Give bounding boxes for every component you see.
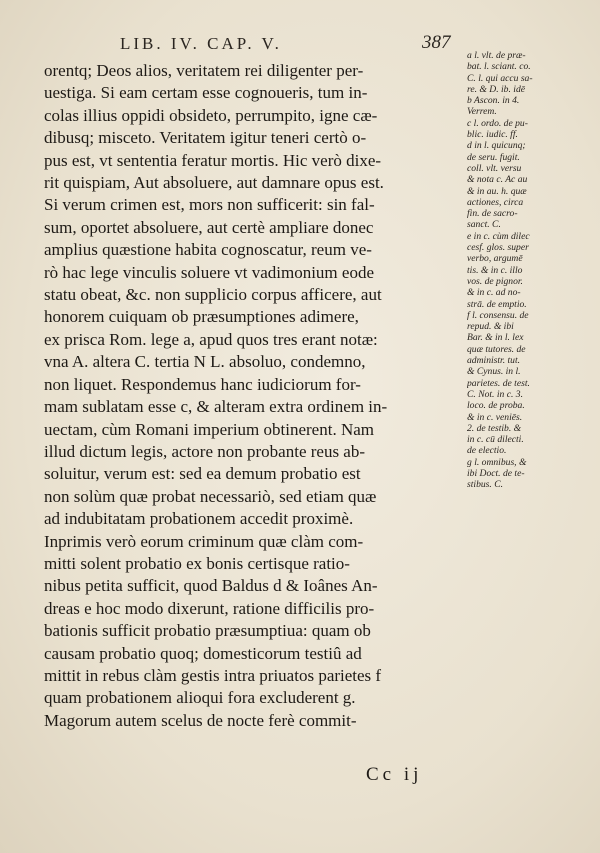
margin-note-line: & nota c. Ac au: [467, 174, 528, 186]
page-number: 387: [422, 32, 451, 53]
margin-note-line: C. Not. in c. 3.: [467, 388, 523, 400]
text-line: Inprimis verò eorum criminum quæ clàm com-: [44, 531, 364, 551]
margin-note-line: strā. de emptio.: [467, 298, 527, 310]
text-line: rò hac lege vinculis soluere vt vadimonium eode: [44, 262, 374, 282]
margin-note-line: Bar. & in l. lex: [467, 332, 524, 344]
margin-note-line: blic. iudic. ff.: [467, 129, 518, 141]
margin-note-line: b Ascon. in 4.: [467, 95, 520, 107]
text-line: causam probatio quoq; domesticorum testiû ad: [44, 643, 362, 663]
text-line: Magorum autem scelus de nocte ferè commit-: [44, 710, 357, 730]
margin-note-line: e in c. cùm dilec: [467, 230, 530, 242]
margin-note-line: cesf. glos. super: [467, 242, 529, 254]
text-line: ad indubitatam probationem accedit proximè.: [44, 509, 354, 529]
margin-note-line: 2. de testib. &: [467, 422, 522, 434]
text-line: mam sublatam esse c, & alteram extra ordinem in-: [44, 397, 388, 417]
marginal-notes: [467, 50, 595, 491]
text-line: bationis sufficit probatio præsumptiua: quam ob: [44, 621, 371, 641]
margin-note-line: c l. ordo. de pu-: [467, 117, 528, 129]
margin-note-line: & in au. h. quæ: [467, 185, 527, 197]
text-line: soluitur, verum est: sed ea demum probatio est: [44, 464, 361, 484]
margin-note-line: fin. de sacro-: [467, 208, 518, 220]
margin-note-line: & Cynus. in l.: [467, 366, 521, 378]
margin-note-line: sanct. C.: [467, 219, 501, 231]
text-line: pus est, vt sententia feratur mortis. Hic verò dixe-: [44, 150, 382, 170]
margin-note-line: parietes. de test.: [467, 377, 530, 389]
margin-note-line: g l. omnibus, &: [467, 456, 527, 468]
text-line: colas illius oppidi obsideto, perrumpito, igne cæ-: [44, 105, 378, 125]
text-line: non solùm quæ probat necessariò, sed etiam quæ: [44, 486, 377, 506]
text-line: sum, oportet absoluere, aut certè ampliare donec: [44, 217, 374, 237]
text-line: non liquet. Respondemus hanc iudiciorum for-: [44, 374, 361, 394]
margin-note-line: bat. l. sciant. co.: [467, 61, 531, 73]
text-line: nibus petita sufficit, quod Baldus d & Ioânes An-: [44, 576, 378, 596]
margin-note-line: C. l. qui accu sa-: [467, 72, 533, 84]
margin-note-line: de seru. fugit.: [467, 151, 520, 163]
margin-note-line: d in l. quicunq;: [467, 140, 526, 152]
text-line: ex prisca Rom. lege a, apud quos tres erant notæ:: [44, 329, 378, 349]
text-line: dreas e hoc modo dixerunt, ratione difficilis pro-: [44, 598, 375, 618]
text-line: honorem cuiquam ob præsumptiones adimere,: [44, 307, 359, 327]
text-line: Si verum crimen est, mors non sufficerit: sin fal-: [44, 195, 375, 215]
text-line: quam probationem alioqui fora excluderent g.: [44, 688, 356, 708]
margin-note-line: re. & D. ib. idē: [467, 83, 525, 95]
signature-mark: Cc ij: [366, 764, 423, 785]
margin-note-line: vos. de pignor.: [467, 275, 523, 287]
running-title: LIB. IV. CAP. V.: [120, 34, 282, 53]
margin-note-line: loco. de proba.: [467, 400, 525, 412]
margin-note-line: in c. cū dilecti.: [467, 434, 524, 446]
margin-note-line: Verrem.: [467, 106, 497, 118]
margin-note-line: a l. vlt. de præ-: [467, 50, 526, 61]
text-line: mitti solent probatio ex bonis certisque ratio-: [44, 553, 350, 573]
text-line: dibusq; misceto. Veritatem igitur teneri certò o-: [44, 128, 367, 148]
margin-note-line: verbo, argumē: [467, 253, 523, 265]
text-line: orentq; Deos alios, veritatem rei diligenter per-: [44, 61, 364, 80]
margin-note-line: coll. vlt. versu: [467, 162, 522, 174]
margin-note-line: tis. & in c. illo: [467, 264, 523, 276]
main-text-block: [44, 60, 464, 732]
margin-note-line: ibi Doct. de te-: [467, 467, 525, 479]
margin-note-line: & in c. veniēs.: [467, 411, 523, 423]
text-line: illud dictum legis, actore non probante reus ab-: [44, 441, 366, 461]
text-line: rit quispiam, Aut absoluere, aut damnare opus est.: [44, 173, 384, 193]
text-line: statu obeat, &c. non supplicio corpus afficere, aut: [44, 285, 382, 305]
margin-note-line: administr. tut.: [467, 355, 521, 367]
margin-note-line: de electio.: [467, 445, 507, 457]
text-line: mittit in rebus clàm gestis intra priuatos parietes f: [44, 665, 382, 685]
margin-note-line: repud. & ibi: [467, 321, 514, 333]
text-line: vna A. altera C. tertia N L. absoluo, condemno,: [44, 352, 366, 372]
margin-note-line: quæ tutores. de: [467, 343, 526, 355]
margin-note-line: stibus. C.: [467, 479, 503, 491]
margin-note-line: f l. consensu. de: [467, 309, 529, 321]
margin-note-line: actiones, circa: [467, 196, 524, 208]
text-line: uectam, cùm Romani imperium obtinerent. Nam: [44, 419, 374, 439]
text-line: uestiga. Si eam certam esse cognoueris, tum in-: [44, 83, 368, 103]
margin-note-line: & in c. ad no-: [467, 287, 521, 299]
text-line: amplius quæstione habita cognoscatur, reum ve-: [44, 240, 372, 260]
